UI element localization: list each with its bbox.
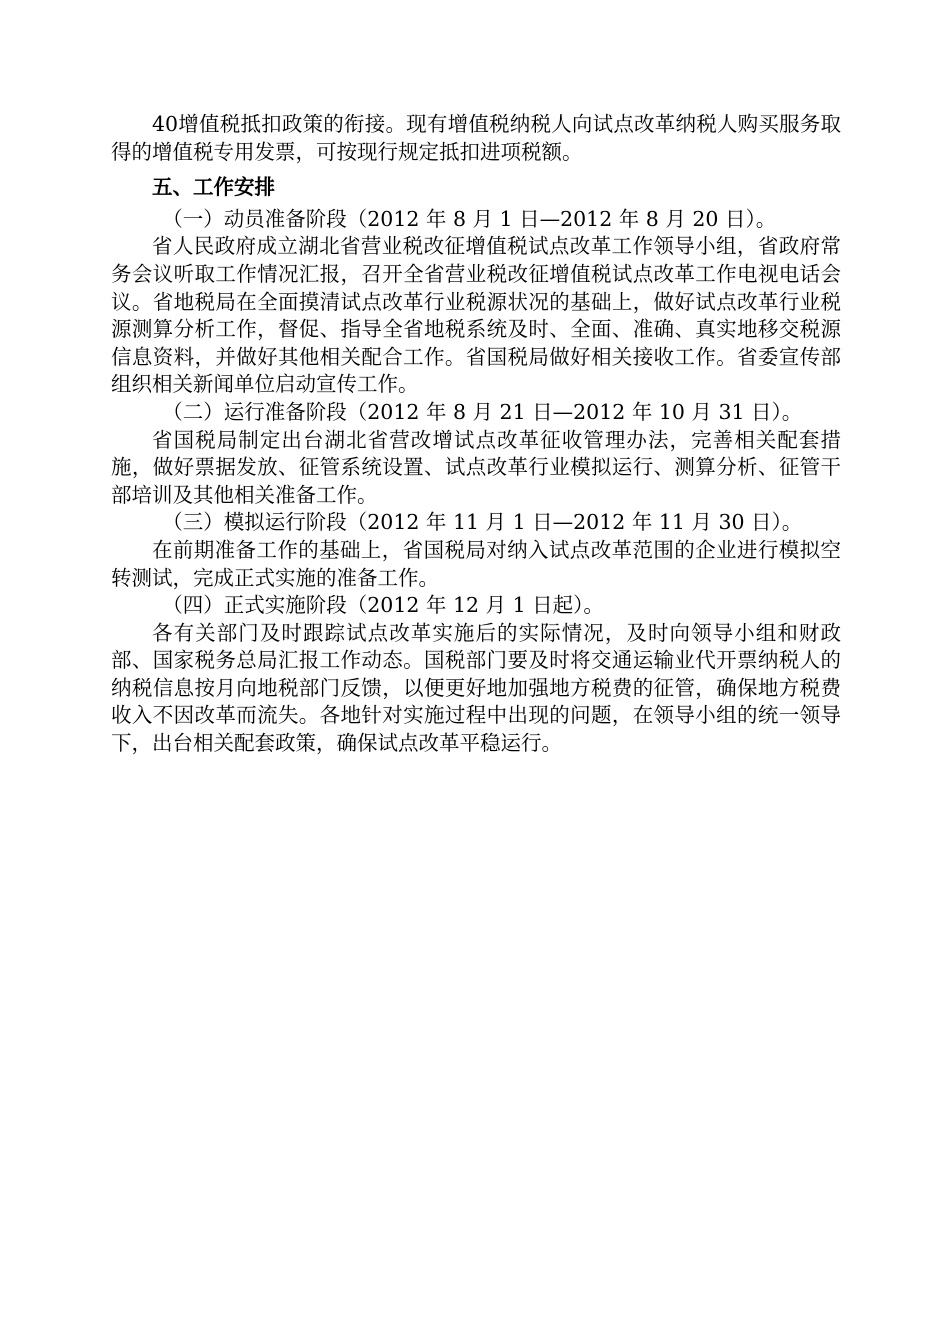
continuation-paragraph: 40增值税抵扣政策的衔接。现有增值税纳税人向试点改革纳税人购买服务取得的增值税专用发票，可按现行规定抵扣进项税额。 — [111, 112, 841, 164]
stage-4-heading: （四）正式实施阶段（2012 年 12 月 1 日起）。 — [162, 593, 604, 618]
section-heading: 五、工作安排 — [152, 175, 275, 200]
stage-1-body: 省人民政府成立湖北省营业税改征增值税试点改革工作领导小组，省政府常务会议听取工作情况汇报，召开全省营业税改征增值税试点改革工作电视电话会议。省地税局在全面摸清试点改革行业税源状况的基础上，做好试点改革行业税源测算分析工作，督促、指导全省地税系统及时、全面、准确、真实地移交税源信息资料，并做好其他相关配合工作。省国税局做好相关接收工作。省委宣传部组织相关新闻单位启动宣传工作。 — [111, 234, 841, 397]
stage-1-heading: （一）动员准备阶段（2012 年 8 月 1 日—2012 年 8 月 20 日）。 — [162, 206, 777, 231]
stage-3-body: 在前期准备工作的基础上，省国税局对纳入试点改革范围的企业进行模拟空转测试，完成正式实施的准备工作。 — [111, 537, 841, 590]
stage-2-body: 省国税局制定出台湖北省营改增试点改革征收管理办法，完善相关配套措施，做好票据发放、征管系统设置、试点改革行业模拟运行、测算分析、征管干部培训及其他相关准备工作。 — [111, 427, 841, 507]
document-body — [111, 111, 841, 758]
stage-4-body: 各有关部门及时跟踪试点改革实施后的实际情况，及时向领导小组和财政部、国家税务总局汇报工作动态。国税部门要及时将交通运输业代开票纳税人的纳税信息按月向地税部门反馈，以便更好地加强地方税费的征管，确保地方税费收入不因改革而流失。各地针对实施过程中出现的问题，在领导小组的统一领导下，出台相关配套政策，确保试点改革平稳运行。 — [111, 620, 841, 756]
stage-2-heading: （二）运行准备阶段（2012 年 8 月 21 日—2012 年 10 月 31 日）。 — [162, 399, 803, 424]
stage-3-heading: （三）模拟运行阶段（2012 年 11 月 1 日—2012 年 11 月 30 日）。 — [162, 510, 803, 535]
